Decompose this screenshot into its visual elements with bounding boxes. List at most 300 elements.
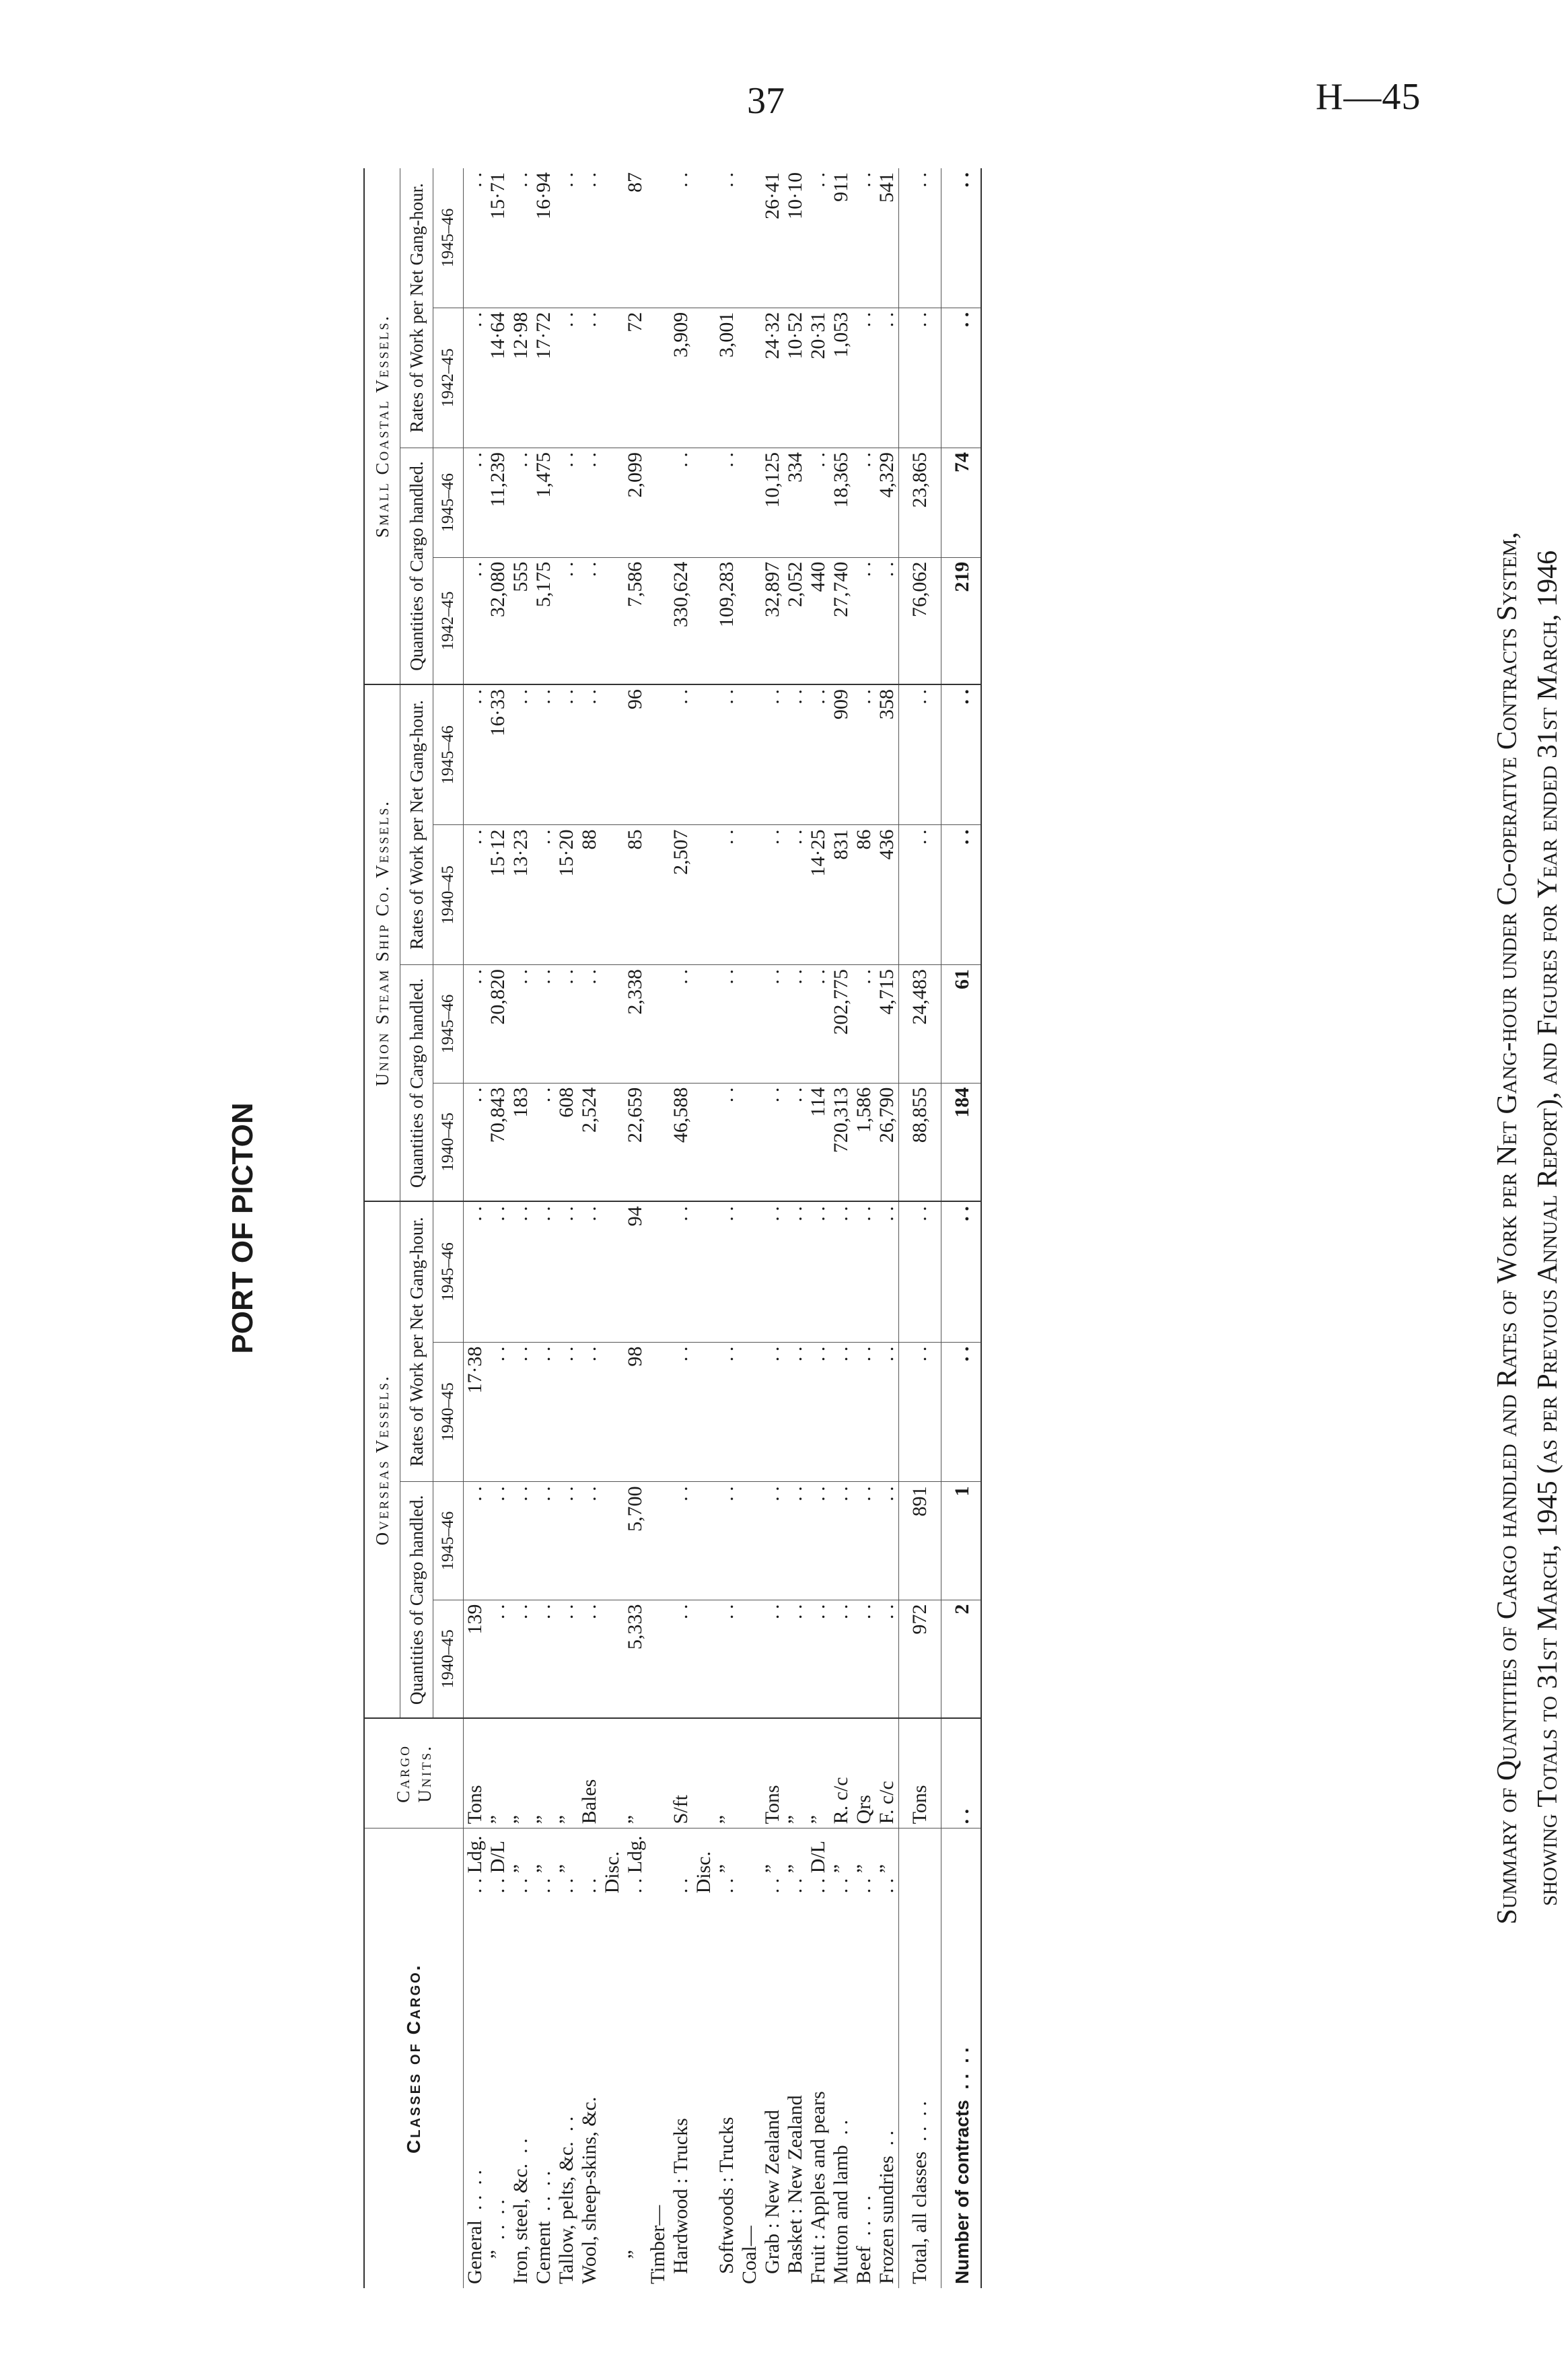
cargo-class-cell: ” [624,2250,646,2284]
value-cell: 13·23 [509,825,532,965]
year-header: 1945–46 [433,448,464,558]
cargo-class-cell: Number of contracts . . . . [941,1897,982,2288]
operation-cell: . . Ldg. [624,1835,646,1894]
value-cell [647,1083,670,1201]
value-cell [647,308,670,448]
value-cell: 15·12 [487,825,509,965]
value-cell: . . [853,684,876,825]
value-cell: 16·94 [532,168,555,308]
value-cell: . . [509,965,532,1083]
union-vessels-header: Union Steam Ship Co. Vessels. [364,684,400,1201]
value-cell: . . [853,1600,876,1718]
value-cell: . . [532,1083,555,1201]
cargo-unit-cell [647,1718,670,1828]
value-cell: . . [509,168,532,308]
value-cell: . . [487,1201,509,1342]
value-cell: . . [509,1201,532,1342]
value-cell: . . [941,168,982,308]
value-cell: 3,001 [715,308,738,448]
document-code: H—45 [1316,76,1421,118]
year-header: 1945–46 [433,168,464,308]
value-cell: 1,475 [532,448,555,558]
value-cell: . . [509,1600,532,1718]
value-cell: . . [784,1342,807,1482]
value-cell: . . [899,1342,941,1482]
operation-cell [647,1828,670,1898]
value-cell [647,684,670,825]
value-cell: . . [555,448,578,558]
value-cell: . . [532,825,555,965]
union-rates-header: Rates of Work per Net Gang-hour. [400,684,433,965]
operation-cell [899,1828,941,1898]
table-row [464,168,487,2288]
table-row [761,168,784,2288]
value-cell: . . [853,448,876,558]
table-row [715,168,738,2288]
value-cell: 2 [941,1600,982,1718]
cargo-class-cell: Basket : New Zealand [784,2095,806,2284]
value-cell: . . [876,1342,899,1482]
value-cell: . . [555,1201,578,1342]
union-quantities-header: Quantities of Cargo handled. [400,965,433,1202]
value-cell: 24·32 [761,308,784,448]
value-cell: . . [941,1342,982,1482]
value-cell: 32,080 [487,557,509,684]
table-row [532,168,555,2288]
value-cell: . . [761,684,784,825]
value-cell: . . [578,168,624,308]
value-cell: . . [899,308,941,448]
value-cell: 98 [624,1342,647,1482]
value-cell: . . [941,684,982,825]
value-cell: . . [555,965,578,1083]
cargo-class-cell: Wool, sheep-skins, &c. [578,2096,600,2284]
value-cell: . . [555,1482,578,1600]
value-cell [738,1482,761,1600]
value-cell: 26,790 [876,1083,899,1201]
value-cell: 202,775 [830,965,853,1083]
value-cell: 608 [555,1083,578,1201]
operation-cell [738,1828,761,1898]
value-cell: . . [830,1342,853,1482]
operation-cell [941,1828,982,1898]
value-cell: . . [876,308,899,448]
value-cell: 911 [830,168,853,308]
value-cell: . . [853,168,876,308]
year-header: 1945–46 [433,1201,464,1342]
cargo-unit-cell: ” [807,1718,830,1828]
value-cell: 86 [853,825,876,965]
value-cell: 334 [784,448,807,558]
value-cell: . . [761,1201,784,1342]
value-cell: . . [578,965,624,1083]
value-cell: . . [578,1482,624,1600]
value-cell: 436 [876,825,899,965]
operation-cell: . . ” [830,1864,852,1894]
value-cell: . . [876,1482,899,1600]
value-cell: 26·41 [761,168,784,308]
value-cell: . . [555,308,578,448]
cargo-unit-cell: ” [487,1718,509,1828]
cargo-class-cell: Coal— [738,2226,760,2284]
value-cell: 46,588 [670,1083,715,1201]
operation-cell: . . ” [509,1864,532,1894]
cargo-class-cell: ” . . . . [487,2199,509,2284]
operation-cell: . . ” [784,1864,806,1894]
operation-cell: . . ” [761,1864,783,1894]
cargo-unit-cell: ” [509,1718,532,1828]
value-cell: . . [715,448,738,558]
value-cell: 17·72 [532,308,555,448]
value-cell [647,1201,670,1342]
rotated-table-block [226,168,1563,2288]
value-cell [647,557,670,684]
value-cell: 1,586 [853,1083,876,1201]
value-cell [647,825,670,965]
cargo-unit-cell: ” [624,1718,647,1828]
value-cell: 70,843 [487,1083,509,1201]
value-cell: . . [532,1482,555,1600]
table-row [784,168,807,2288]
cargo-class-cell: Fruit : Apples and pears [807,2091,829,2284]
operation-cell: . . ” [555,1864,577,1894]
value-cell: . . [555,1600,578,1718]
table-row [876,168,899,2288]
value-cell: . . [578,1600,624,1718]
value-cell [647,1482,670,1600]
cargo-unit-cell: ” [555,1718,578,1828]
table-row [578,168,624,2288]
value-cell: 5,175 [532,557,555,684]
value-cell: . . [941,1201,982,1342]
value-cell: 5,333 [624,1600,647,1718]
cargo-unit-cell: Tons [899,1718,941,1828]
value-cell: 14·64 [487,308,509,448]
value-cell: 891 [899,1482,941,1600]
value-cell: . . [784,1600,807,1718]
value-cell: . . [941,308,982,448]
value-cell: . . [715,965,738,1083]
cargo-class-cell: Frozen sundries . . [876,2130,898,2284]
value-cell: . . [464,1482,487,1600]
value-cell: . . [464,825,487,965]
value-cell: . . [464,308,487,448]
overseas-quantities-header: Quantities of Cargo handled. [400,1482,433,1719]
coastal-quantities-header: Quantities of Cargo handled. [400,448,433,685]
value-cell: . . [899,825,941,965]
value-cell: . . [876,557,899,684]
value-cell: . . [532,1342,555,1482]
value-cell: 85 [624,825,647,965]
value-cell: 184 [941,1083,982,1201]
cargo-class-cell: Total, all classes . . . . [899,1897,941,2288]
year-header: 1945–46 [433,684,464,825]
value-cell: . . [509,684,532,825]
value-cell: . . [509,448,532,558]
value-cell: 2,524 [578,1083,624,1201]
value-cell: . . [807,965,830,1083]
cargo-class-cell: Grab : New Zealand [761,2109,783,2284]
cargo-class-cell: Beef . . . . [853,2195,875,2284]
cargo-class-cell: Iron, steel, &c. . . [509,2138,532,2284]
cargo-unit-cell: ” [532,1718,555,1828]
value-cell: 555 [509,557,532,684]
value-cell: . . [578,448,624,558]
cargo-unit-cell: R. c/c [830,1718,853,1828]
value-cell: 61 [941,965,982,1083]
value-cell: . . [941,825,982,965]
value-cell: . . [853,1342,876,1482]
value-cell: . . [464,684,487,825]
cargo-unit-cell [738,1718,761,1828]
value-cell: 23,865 [899,448,941,558]
value-cell: 72 [624,308,647,448]
value-cell: 183 [509,1083,532,1201]
value-cell [647,965,670,1083]
value-cell: 10·52 [784,308,807,448]
value-cell: . . [830,1482,853,1600]
value-cell: . . [555,557,578,684]
cargo-unit-cell: Tons [464,1718,487,1828]
value-cell: . . [487,1600,509,1718]
table-row [670,168,715,2288]
value-cell: . . [899,684,941,825]
value-cell: . . [555,684,578,825]
cargo-class-cell: Timber— [647,2205,669,2284]
year-header: 1945–46 [433,965,464,1083]
value-cell: . . [853,557,876,684]
value-cell: 14·25 [807,825,830,965]
value-cell: 20·31 [807,308,830,448]
cargo-class-cell: Tallow, pelts, &c. . . [555,2116,577,2284]
value-cell: 88,855 [899,1083,941,1201]
value-cell: . . [670,965,715,1083]
value-cell: . . [715,1342,738,1482]
year-header: 1942–45 [433,557,464,684]
value-cell: . . [807,448,830,558]
value-cell [738,684,761,825]
value-cell: 2,338 [624,965,647,1083]
value-cell: . . [715,168,738,308]
value-cell: . . [670,1342,715,1482]
total-row [899,168,941,2288]
table-row [487,168,509,2288]
table-row [830,168,853,2288]
value-cell: . . [464,1201,487,1342]
year-header: 1945–46 [433,1482,464,1600]
contracts-row [941,168,982,2288]
value-cell: . . [807,1342,830,1482]
coastal-vessels-header: Small Coastal Vessels. [364,168,400,684]
value-cell: . . [784,1083,807,1201]
cargo-table-body [464,168,982,2288]
value-cell: . . [670,1201,715,1342]
cargo-unit-cell: Bales [578,1718,624,1828]
value-cell: 20,820 [487,965,509,1083]
operation-cell: . . ” [715,1864,738,1894]
value-cell: . . [853,308,876,448]
page-number: 37 [747,80,785,122]
value-cell: . . [876,1201,899,1342]
summary-title-line-2: showing Totals to 31st March, 1945 (as per Previous Annual Report), and Figures for Year ended 31st March, 1946 [1532,550,1563,1907]
value-cell: . . [853,1201,876,1342]
operation-cell: . . ” [876,1864,898,1894]
table-row [853,168,876,2288]
table-row [555,168,578,2288]
value-cell: . . [555,1342,578,1482]
operation-cell: . . Disc. [670,1851,715,1894]
value-cell: 15·71 [487,168,509,308]
value-cell: . . [876,1600,899,1718]
value-cell [738,1201,761,1342]
value-cell: . . [532,1201,555,1342]
operation-cell: . . D/L [487,1841,509,1894]
cargo-class-cell: Hardwood : Trucks [670,2118,692,2284]
value-cell: 2,507 [670,825,715,965]
value-cell [738,825,761,965]
cargo-unit-cell: F. c/c [876,1718,899,1828]
value-cell: 139 [464,1600,487,1718]
value-cell: 4,329 [876,448,899,558]
value-cell: . . [807,1600,830,1718]
value-cell: 32,897 [761,557,784,684]
value-cell: . . [830,1600,853,1718]
year-header: 1940–45 [433,1083,464,1201]
value-cell: . . [807,168,830,308]
cargo-unit-cell: . . [941,1718,982,1828]
cargo-unit-cell: Tons [761,1718,784,1828]
operation-cell: . . Disc. [578,1851,623,1894]
value-cell: . . [853,1482,876,1600]
value-cell: . . [464,1083,487,1201]
value-cell: . . [899,168,941,308]
value-cell: 16·33 [487,684,509,825]
value-cell [647,448,670,558]
value-cell: . . [532,965,555,1083]
value-cell: . . [784,825,807,965]
value-cell: . . [715,1083,738,1201]
value-cell: . . [670,448,715,558]
value-cell: 18,365 [830,448,853,558]
summary-title-line-1: Summary of Quantities of Cargo handled and Rates of Work per Net Gang-hour under Co-operative Contracts System, [1492,532,1523,1925]
value-cell: . . [464,448,487,558]
value-cell: . . [670,684,715,825]
value-cell: 2,099 [624,448,647,558]
value-cell: . . [487,1482,509,1600]
coastal-rates-header: Rates of Work per Net Gang-hour. [400,168,433,448]
value-cell: 22,659 [624,1083,647,1201]
value-cell: . . [761,1482,784,1600]
value-cell: 15·20 [555,825,578,965]
value-cell: . . [532,1600,555,1718]
value-cell: . . [784,965,807,1083]
value-cell: . . [670,1482,715,1600]
value-cell: . . [464,965,487,1083]
value-cell [738,168,761,308]
value-cell: . . [784,684,807,825]
value-cell: . . [578,1201,624,1342]
cargo-unit-cell: Qrs [853,1718,876,1828]
cargo-class-cell: General . . . . [464,2170,486,2284]
value-cell: . . [807,1482,830,1600]
value-cell: . . [532,684,555,825]
value-cell: 87 [624,168,647,308]
table-row [738,168,761,2288]
value-cell: 909 [830,684,853,825]
cargo-table [363,168,982,2288]
cargo-class-cell: Softwoods : Trucks [715,2117,738,2284]
value-cell: 7,586 [624,557,647,684]
value-cell: 88 [578,825,624,965]
value-cell: . . [761,965,784,1083]
cargo-unit-cell: ” [715,1718,738,1828]
value-cell: . . [464,557,487,684]
cargo-table-wrapper [363,168,982,2288]
value-cell: . . [715,684,738,825]
value-cell: . . [761,1342,784,1482]
table-row [807,168,830,2288]
value-cell: . . [899,1201,941,1342]
year-header: 1940–45 [433,1342,464,1482]
value-cell: 330,624 [670,557,715,684]
year-header: 1940–45 [433,825,464,965]
value-cell: 12·98 [509,308,532,448]
value-cell: 3,909 [670,308,715,448]
value-cell: 1,053 [830,308,853,448]
value-cell [647,168,670,308]
value-cell: . . [464,168,487,308]
value-cell: 96 [624,684,647,825]
value-cell: 219 [941,557,982,684]
value-cell: 972 [899,1600,941,1718]
cargo-class-cell: Cement . . . . [532,2170,555,2284]
value-cell: . . [807,684,830,825]
value-cell: 358 [876,684,899,825]
value-cell: . . [487,1342,509,1482]
value-cell: . . [761,1083,784,1201]
value-cell: 27,740 [830,557,853,684]
value-cell: 541 [876,168,899,308]
year-header: 1940–45 [433,1600,464,1718]
value-cell: 17·38 [464,1342,487,1482]
table-row [624,168,647,2288]
value-cell: 4,715 [876,965,899,1083]
table-row [647,168,670,2288]
value-cell: . . [807,1201,830,1342]
value-cell: . . [578,557,624,684]
operation-cell: . . Ldg. [464,1835,486,1894]
value-cell: . . [578,308,624,448]
value-cell [738,965,761,1083]
table-row [509,168,532,2288]
cargo-unit-cell: ” [784,1718,807,1828]
overseas-vessels-header: Overseas Vessels. [364,1201,400,1718]
cargo-unit-cell: S/ft [670,1718,715,1828]
value-cell: . . [761,825,784,965]
value-cell: . . [578,684,624,825]
value-cell: 10,125 [761,448,784,558]
summary-title [1487,168,1568,2288]
value-cell: 109,283 [715,557,738,684]
value-cell: 2,052 [784,557,807,684]
value-cell: . . [784,1482,807,1600]
value-cell [738,1600,761,1718]
value-cell: . . [578,1342,624,1482]
value-cell: 94 [624,1201,647,1342]
value-cell: 5,700 [624,1482,647,1600]
value-cell: . . [830,1201,853,1342]
value-cell: . . [715,1201,738,1342]
